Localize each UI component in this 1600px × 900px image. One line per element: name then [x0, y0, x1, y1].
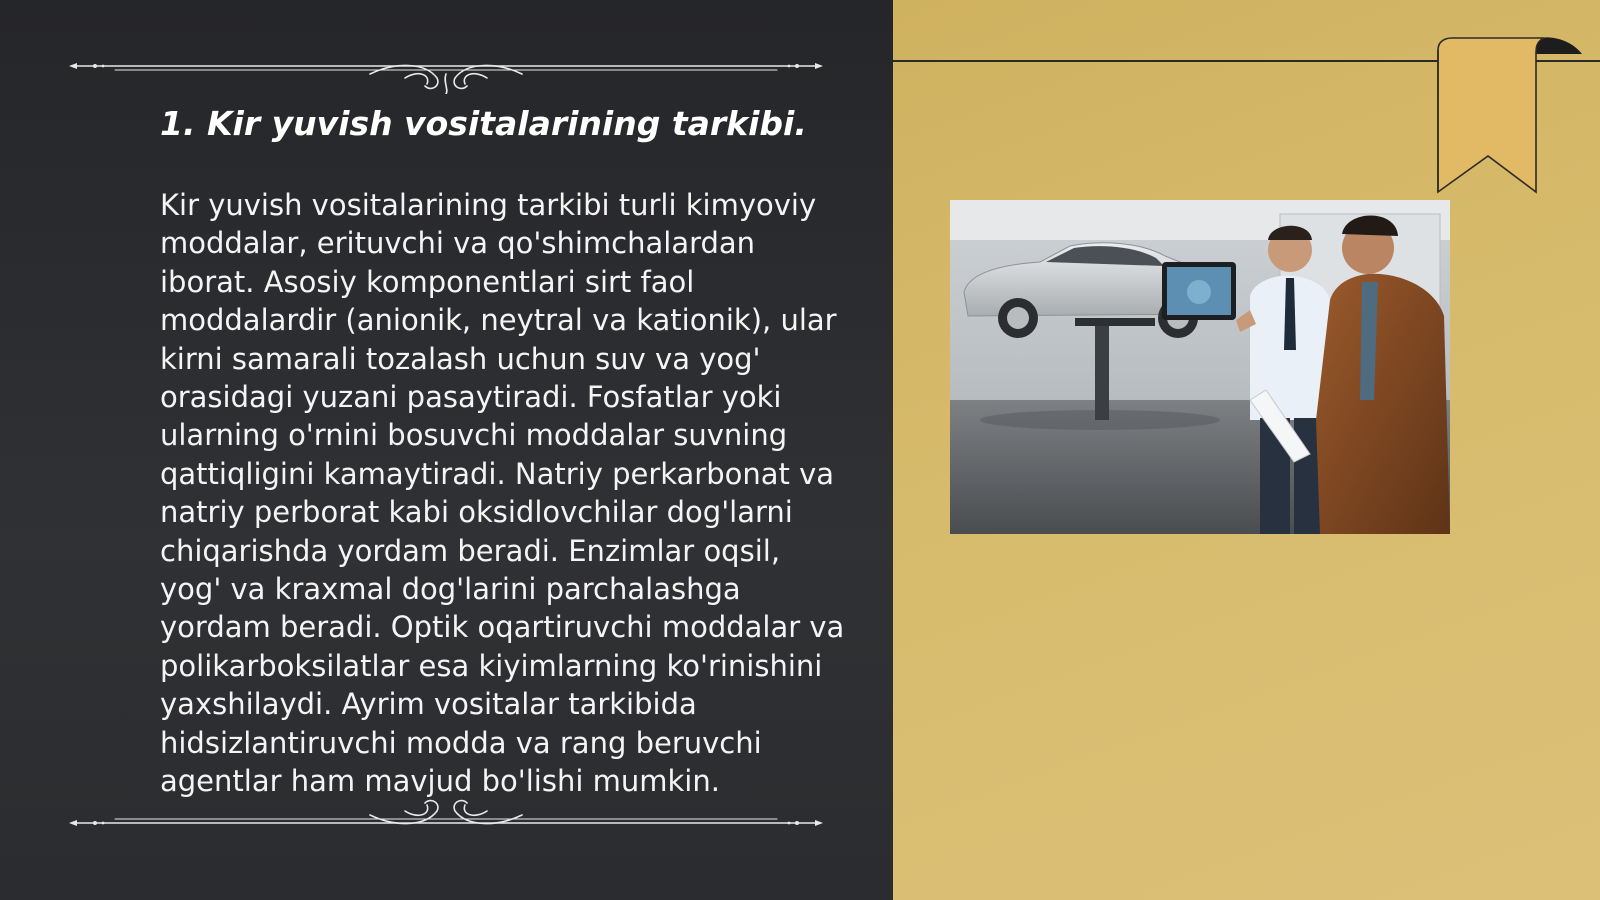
car-service-photo [950, 200, 1450, 534]
bookmark-ribbon-icon [1432, 34, 1587, 200]
slide-title: 1. Kir yuvish vositalarining tarkibi. [160, 104, 807, 143]
top-ornament-divider-icon [65, 44, 827, 94]
slide-body-text: Kir yuvish vositalarining tarkibi turli kimyoviy moddalar, erituvchi va qo'shimchalardan iborat. Asosiy komponentlari sirt faol moddalardir (anionik, neytral va kationik), ular kirni samarali tozalash uchun suv va yog' orasidagi yuzani pasaytiradi. Fosfatlar yoki ularning o'rnini bosuvchi moddalar suvning qattiqligini kamaytiradi. Natriy perkarbonat va natriy perborat kabi oksidlovchilar dog'larni chiqarishda yordam beradi. Enzimlar oqsil, yog' va kraxmal dog'larini parchalashga yordam beradi. Optik oqartiruvchi moddalar va polikarboksilatlar esa kiyimlarning ko'rinishini yaxshilaydi. Ayrim vositalar tarkibida hidsizlantiruvchi modda va rang beruvchi agentlar ham mavjud bo'lishi mumkin. [160, 188, 845, 799]
